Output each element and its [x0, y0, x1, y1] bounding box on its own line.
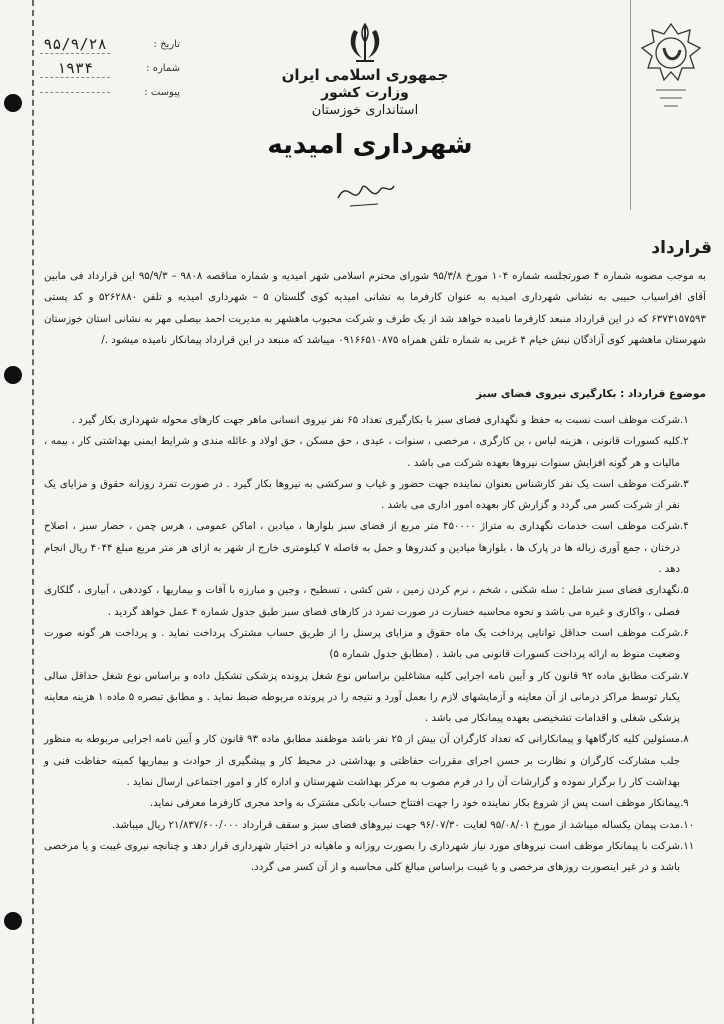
ministry-name: وزارت کشور	[321, 85, 409, 101]
clause-text: پیمانکار موظف است پس از شروع بکار نماینده خود را جهت افتتاح حساب بانکی مشترک به واحد مجری کارفرما معرفی نماید.	[149, 798, 680, 810]
iran-emblem-icon	[342, 20, 388, 66]
contract-intro: به موجب مصوبه شماره ۴ صورتجلسه شماره ۱۰۴ مورخ ۹۵/۳/۸ شورای محترم اسلامی شهر امیدیه و شماره مناقصه ۹۸۰۸ – ۹۵/۹/۳ این قرارداد فی مابین آقای افراسیاب حبیبی به نشانی شهرداری امیدیه به عنوان کارفرما به نشانی امیدیه کوی گلستان ۵ – شهرداری امیدیه و تلفن ۵۲۶۲۸۸۰ و کد پستی ۶۳۷۳۱۵۷۵۹۳ که در این قرارداد منبعد کارفرما نامیده خواهد شد از یک طرف و شرکت محبوب ماهشهر به مدیریت احمد بیصلی مهر به نشانی استان خوزستان شهرستان ماهشهر کوی آزادگان نبش خیام ۴ غربی به شماره تلفن همراه ۰۹۱۶۶۵۱۰۸۷۵ میباشد که منبعد در این قرارداد پیمانکار نامیده میشود ./	[44, 271, 706, 346]
clause-number: ۳.	[680, 478, 689, 490]
clause-item	[44, 793, 706, 814]
contract-subject: موضوع قرارداد : بکارگیری نیروی فضای سبز	[476, 388, 706, 400]
clause-text: شرکت با پیمانکار موظف است نیروهای مورد نیاز شهرداری را بصورت روزانه و ماهیانه در اختیار شهرداری قرار دهد و چنانچه نیروی غیبت و یا مرخصی باشد و در غیر اینصورت روزهای مرخصی و یا غیبت براساس مبالغ کلی محاسبه و از آن کسر می گردد.	[44, 840, 680, 874]
signature-icon	[330, 168, 400, 218]
punch-hole	[4, 366, 22, 384]
clause-text: شرکت موظف است یک نفر کارشناس بعنوان نماینده جهت حضور و غیاب و سرکشی به نیروها بکار گیرد . در صورت تمرد روزانه حقوق و مزایای یک نفر از شرکت کسر می گردد و گزارش کار بعهده امور اداری می باشد .	[44, 478, 680, 512]
clause-number: ۱۰.	[680, 819, 695, 831]
clause-text: شرکت موظف است نسبت به حفظ و نگهداری فضای سبز با بکارگیری تعداد ۶۵ نفر نیروی انسانی ماهر جهت کارهای محوله شهرداری بکار گیرد .	[71, 415, 680, 426]
letter-meta	[40, 32, 180, 104]
clause-item	[44, 410, 706, 431]
date-value: ۹۵/۹/۲۸	[40, 35, 110, 54]
clause-item	[44, 836, 706, 879]
clause-item	[44, 729, 706, 793]
number-row	[40, 56, 180, 80]
clause-number: ۱.	[680, 415, 689, 426]
clause-number: ۹.	[680, 798, 689, 810]
clause-number: ۴.	[680, 521, 689, 533]
date-label: تاریخ :	[153, 38, 180, 50]
clause-text: مدت پیمان یکساله میباشد از مورخ ۹۵/۰۸/۰۱ لغایت ۹۶/۰۷/۳۰ جهت نیروهای فضای سبز و سقف قرارداد ۲۱/۸۳۷/۶۰۰/۰۰۰ ریال میباشد.	[111, 819, 680, 831]
clause-text: کلیه کسورات قانونی ، هزینه لباس ، بن کارگری ، مرخصی ، سنوات ، عیدی ، حق مسکن ، حق اولاد و عائله مندی و شرایط ایمنی بهداشتی کار ، بیمه ، مالیات و هر گونه افزایش سنوات نیروها بعهده شرکت می باشد .	[44, 436, 680, 469]
contract-title: قرارداد	[651, 238, 712, 258]
clause-item	[44, 516, 706, 580]
border-line	[630, 0, 631, 210]
date-row	[40, 32, 180, 56]
country-name: جمهوری اسلامی ایران	[281, 66, 449, 84]
clause-text: شرکت موظف است حداقل توانایی پرداخت یک ماه حقوق و مزایای پرسنل را از طریق حساب مشترک پرداخت نماید . و پرداخت هر گونه صورت وضعیت منوط به ارائه پرداخت کسورات قانونی می باشد . (مطابق جدول شماره ۵)	[44, 627, 680, 661]
clause-item	[44, 474, 706, 517]
clause-number: ۶.	[680, 627, 689, 639]
clause-item	[44, 815, 706, 836]
punch-hole	[4, 912, 22, 930]
clause-number: ۸.	[680, 734, 689, 746]
clause-item	[44, 666, 706, 730]
number-label: شماره :	[146, 62, 180, 74]
fold-line	[32, 0, 34, 1024]
municipality-logo-icon	[636, 18, 706, 118]
number-value: ۱۹۳۴	[40, 59, 110, 78]
governorate-name: استانداری خوزستان	[311, 103, 419, 118]
clause-text: شرکت موظف است خدمات نگهداری به متراژ ۴۵۰۰۰۰ متر مربع از فضای سبز بلوارها ، میادین ، اماکن عمومی ، هرس چمن ، حصار سبز ، اصلاح درختان ، جمع آوری زباله ها در پارک ها ، بلوارها میادین و کندروها و حمل به فاصله ۷ کیلومتری خارج از شهر به ازای هر متر مربع مبلغ ۴۰۴۴ ریال انجام دهد .	[44, 521, 680, 576]
attachment-value	[40, 92, 110, 93]
clause-text: مسئولین کلیه کارگاهها و پیمانکارانی که تعداد کارگران آن بیش از ۲۵ نفر باشد موظفند مطابق ماده ۹۳ قانون کار و آیین نامه اجرایی مربوطه به منظور جلب مشارکت کارگران و نظارت بر حسن اجرای مقررات حفاظتی و بهداشتی در محیط کار و پیشگیری از حوادث و بیماریها کمیته حفاظت فنی و بهداشت کار را برگزار نموده و گزارشات آن را در فرم مصوب به مرکز بهداشت شهرستان و اداره کار و امور اجتماعی ارسال نماید .	[44, 734, 680, 789]
clause-number: ۷.	[680, 670, 689, 682]
clause-item	[44, 623, 706, 666]
clause-item	[44, 580, 706, 623]
municipality-title: شهرداری امیدیه	[267, 130, 473, 160]
clause-number: ۵.	[680, 585, 689, 597]
clause-item	[44, 431, 706, 474]
attachment-label: پیوست :	[144, 86, 180, 98]
clause-number: ۱۱.	[680, 840, 695, 852]
clause-text: نگهداری فضای سبز شامل : سله شکنی ، شخم ، نرم کردن زمین ، شن کشی ، تسطیح ، وجین و مبارزه با آفات و بیماریها ، کوددهی ، آبیاری ، گلکاری فصلی ، واکاری و غیره می باشد و نحوه محاسبه خسارت در صورت تمرد در کارهای فضای سبز طبق جدول شماره ۴ عمل خواهد گردید .	[44, 585, 680, 618]
clause-number: ۲.	[680, 436, 689, 448]
clause-text: شرکت مطابق ماده ۹۲ قانون کار و آیین نامه اجرایی کلیه مشاغلین براساس نوع شغل پرونده پزشکی تشکیل داده و براساس نوع شغل حداقل سالی یکبار توسط مراکز درمانی از آن معاینه و آزمایشهای لازم را بعمل آورد و نتیجه را در پرونده مربوطه ضبط نماید . و مطابق تبصره ۵ ماده ۱ هزینه معاینه پزشکی شغلی و اقدامات تشخیصی بعهده پیمانکار می باشد .	[44, 670, 680, 725]
clause-list	[44, 410, 706, 879]
letterhead	[230, 66, 500, 120]
attachment-row	[40, 80, 180, 104]
punch-hole	[4, 94, 22, 112]
